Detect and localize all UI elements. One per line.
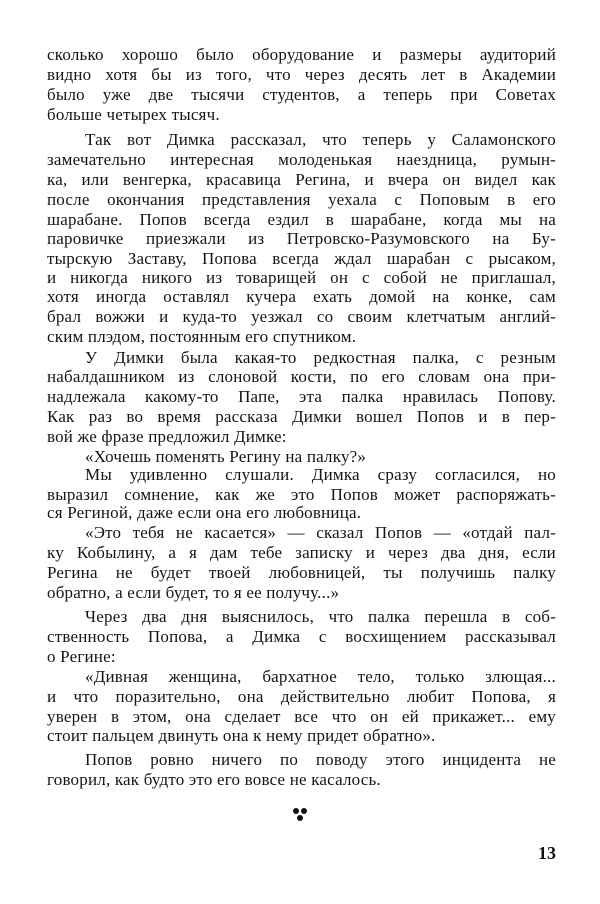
text-line: набалдашником из слоновой кости, по его словам она при-	[47, 367, 556, 386]
text-line: больше четырех тысяч.	[47, 105, 220, 124]
text-line: хотя иногда оставлял кучера ехать домой на конке, сам	[47, 287, 556, 306]
text-line: надлежала какому-то Папе, эта палка нравилась Попову.	[47, 387, 556, 406]
text-line: ку Кобылину, а я дам тебе записку и через два дня, если	[47, 543, 556, 562]
text-line: видно хотя бы из того, что через десять лет в Академии	[47, 65, 556, 84]
text-line: ка, или венгерка, красавица Регина, и вчера он видел как	[47, 170, 556, 189]
text-line: Регина не будет твоей любовницей, ты получишь палку	[47, 563, 556, 582]
text-line: Через два дня выяснилось, что палка перешла в соб-	[85, 607, 556, 626]
text-line: Попов ровно ничего по поводу этого инцидента не	[85, 750, 556, 769]
text-line: говорил, как будто это его вовсе не касалось.	[47, 770, 381, 789]
text-line: о Регине:	[47, 647, 116, 666]
text-line: ским плэдом, постоянным его спутником.	[47, 327, 357, 346]
text-line: Мы удивленно слушали. Димка сразу согласился, но	[85, 465, 556, 484]
text-line: ся Региной, даже если она его любовница.	[47, 503, 362, 522]
text-line: паровичке приезжали из Петровско-Разумовского на Бу-	[47, 229, 556, 248]
text-line: вой же фразе предложил Димке:	[47, 427, 287, 446]
text-line: и что поразительно, она действительно любит Попова, я	[47, 687, 556, 706]
text-line: уверен в этом, она сделает все что он ей прикажет... ему	[47, 707, 556, 726]
text-line: было уже две тысячи студентов, а теперь при Советах	[47, 85, 556, 104]
text-line: стоит пальцем двинуть она к нему придет обратно».	[47, 726, 436, 745]
text-line: и никогда никого из товарищей он с собой не приглашал,	[47, 268, 556, 287]
text-line: Как раз во время рассказа Димки вошел Попов и в пер-	[47, 407, 556, 426]
fleuron-ornament-icon	[290, 805, 310, 825]
text-line: сколько хорошо было оборудование и размеры аудиторий	[47, 45, 556, 64]
text-line: Так вот Димка рассказал, что теперь у Саламонского	[85, 130, 556, 149]
text-line: «Это тебя не касается» — сказал Попов — «отдай пал-	[85, 523, 556, 542]
text-line: после окончания представления уехала с Поповым в его	[47, 190, 556, 209]
text-line: замечательно интересная молоденькая наездница, румын-	[47, 150, 556, 169]
text-line: «Хочешь поменять Регину на палку?»	[85, 447, 367, 466]
text-line: У Димки была какая-то редкостная палка, с резным	[85, 348, 556, 367]
text-line: выразил сомнение, как же это Попов может распоряжать-	[47, 485, 556, 504]
text-line: «Дивная женщина, бархатное тело, только злющая...	[85, 667, 556, 686]
text-line: ственность Попова, а Димка с восхищением рассказывал	[47, 627, 556, 646]
text-line: обратно, а если будет, то я ее получу...»	[47, 583, 340, 602]
text-line: шарабане. Попов всегда ездил в шарабане, когда мы на	[47, 210, 556, 229]
text-line: тырскую Заставу, Попова всегда ждал шарабан с рысаком,	[47, 249, 556, 268]
text-line: брал вожжи и куда-то уезжал со своим клетчатым англий-	[47, 307, 556, 326]
page-number: 13	[538, 843, 556, 863]
